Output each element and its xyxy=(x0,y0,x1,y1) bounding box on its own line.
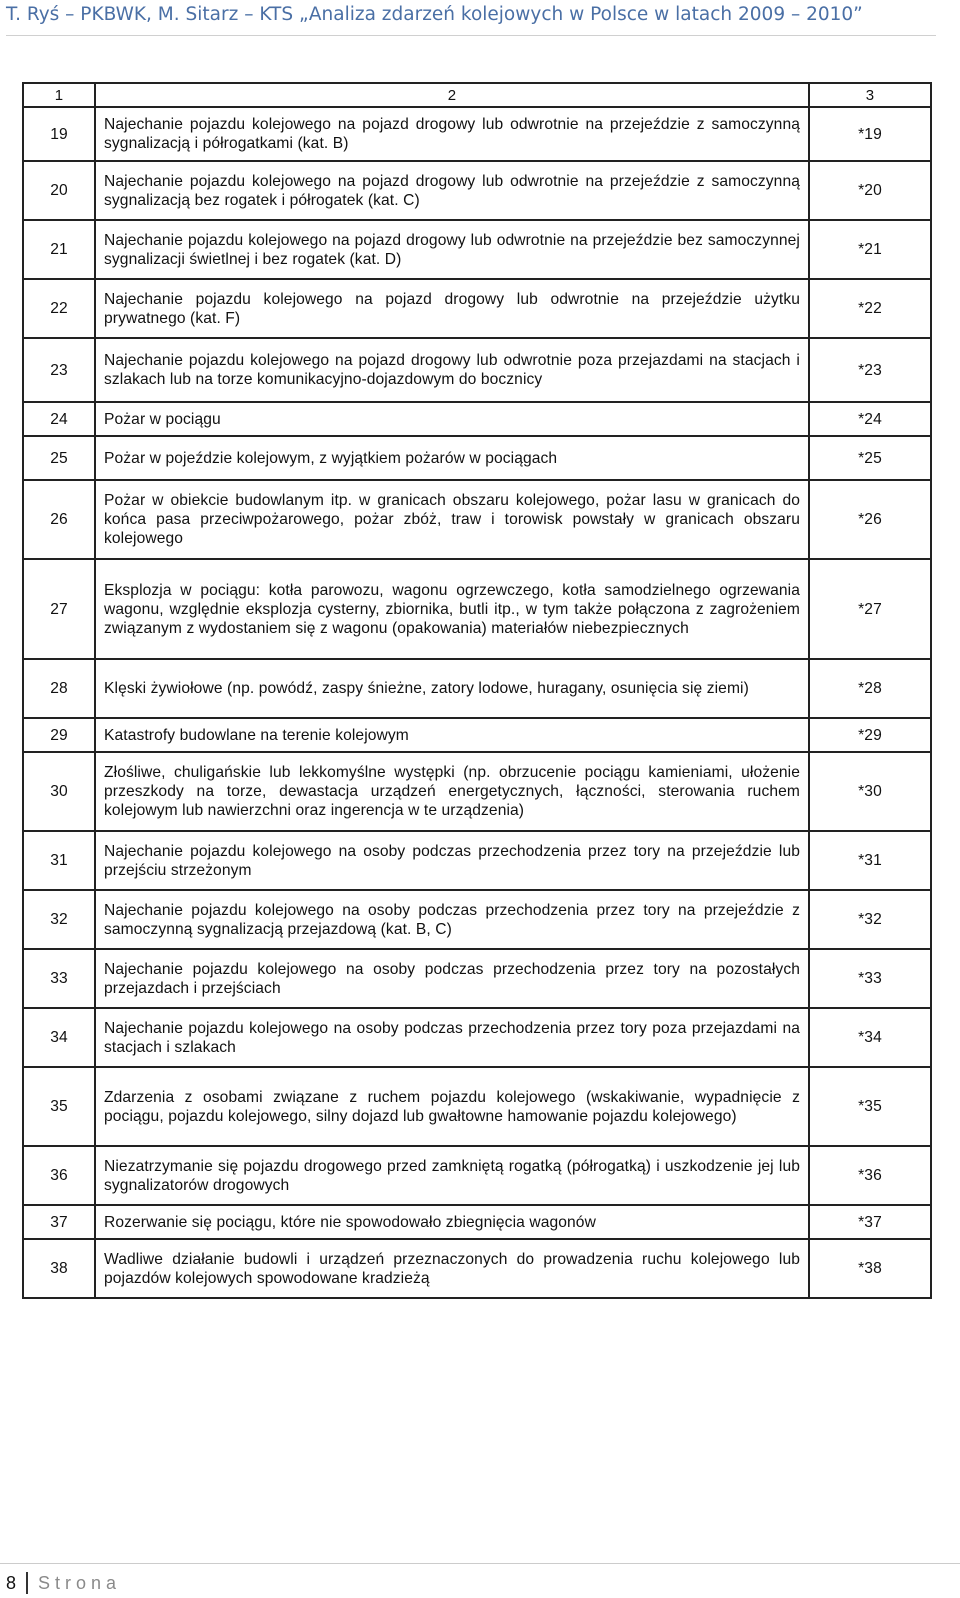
row-description: Najechanie pojazdu kolejowego na pojazd drogowy lub odwrotnie na przejeździe z samoczynną sygnalizacją bez rogatek i półrogatek (kat. C) xyxy=(95,161,809,220)
row-number: 25 xyxy=(23,436,95,480)
row-number: 19 xyxy=(23,107,95,161)
row-description: Złośliwe, chuligańskie lub lekkomyślne występki (np. obrzucenie pociągu kamieniami, ułożenie przeszkody na torze, dewastacja urządzeń energetycznych, łączności, sterowania ruchem kolejowym lub nawierzchni oraz ingerencja w te urządzenia) xyxy=(95,752,809,831)
page-header: T. Ryś – PKBWK, M. Sitarz – KTS „Analiza zdarzeń kolejowych w Polsce w latach 2009 – 2010” xyxy=(6,4,863,25)
column-header-2: 2 xyxy=(95,83,809,107)
row-code: *38 xyxy=(809,1239,931,1298)
row-number: 38 xyxy=(23,1239,95,1298)
table-row xyxy=(23,1205,931,1239)
row-number: 33 xyxy=(23,949,95,1008)
row-description: Najechanie pojazdu kolejowego na osoby podczas przechodzenia przez tory na przejeździe lub przejściu strzeżonym xyxy=(95,831,809,890)
table-row xyxy=(23,107,931,161)
table-row xyxy=(23,436,931,480)
table-row xyxy=(23,1146,931,1205)
row-number: 20 xyxy=(23,161,95,220)
row-code: *34 xyxy=(809,1008,931,1067)
row-number: 29 xyxy=(23,718,95,752)
row-code: *19 xyxy=(809,107,931,161)
row-number: 27 xyxy=(23,559,95,659)
row-description: Katastrofy budowlane na terenie kolejowym xyxy=(95,718,809,752)
row-description: Najechanie pojazdu kolejowego na pojazd drogowy lub odwrotnie na przejeździe bez samoczynnej sygnalizacji świetlnej i bez rogatek (kat. D) xyxy=(95,220,809,279)
row-description: Eksplozja w pociągu: kotła parowozu, wagonu ogrzewczego, kotła samodzielnego ogrzewania wagonu, względnie eksplozja cysterny, zbiornika, butli itp., w tym także połączona z zagrożeniem związanym z wydostaniem się z wagonu (opakowania) materiałów niebezpiecznych xyxy=(95,559,809,659)
row-code: *30 xyxy=(809,752,931,831)
row-code: *35 xyxy=(809,1067,931,1146)
row-number: 24 xyxy=(23,402,95,436)
row-code: *23 xyxy=(809,338,931,402)
table-row xyxy=(23,480,931,559)
row-number: 21 xyxy=(23,220,95,279)
row-number: 22 xyxy=(23,279,95,338)
row-description: Najechanie pojazdu kolejowego na pojazd drogowy lub odwrotnie na przejeździe z samoczynną sygnalizacją i półrogatkami (kat. B) xyxy=(95,107,809,161)
row-code: *29 xyxy=(809,718,931,752)
table-row xyxy=(23,718,931,752)
row-code: *36 xyxy=(809,1146,931,1205)
page-number: 8 xyxy=(6,1573,17,1593)
row-description: Pożar w pojeździe kolejowym, z wyjątkiem pożarów w pociągach xyxy=(95,436,809,480)
row-code: *22 xyxy=(809,279,931,338)
table-row xyxy=(23,161,931,220)
row-code: *31 xyxy=(809,831,931,890)
row-number: 23 xyxy=(23,338,95,402)
row-code: *21 xyxy=(809,220,931,279)
table-row xyxy=(23,949,931,1008)
row-description: Najechanie pojazdu kolejowego na pojazd drogowy lub odwrotnie poza przejazdami na stacjach i szlakach lub na torze komunikacyjno-dojazdowym do bocznicy xyxy=(95,338,809,402)
row-description: Niezatrzymanie się pojazdu drogowego przed zamkniętą rogatką (półrogatką) i uszkodzenie jej lub sygnalizatorów drogowych xyxy=(95,1146,809,1205)
row-description: Rozerwanie się pociągu, które nie spowodowało zbiegnięcia wagonów xyxy=(95,1205,809,1239)
footer-separator xyxy=(26,1572,28,1594)
table-row xyxy=(23,831,931,890)
page-footer xyxy=(0,1563,960,1598)
row-number: 32 xyxy=(23,890,95,949)
table-row xyxy=(23,402,931,436)
row-description: Klęski żywiołowe (np. powódź, zaspy śnieżne, zatory lodowe, huragany, osunięcia się ziemi) xyxy=(95,659,809,718)
row-number: 30 xyxy=(23,752,95,831)
row-number: 37 xyxy=(23,1205,95,1239)
table-row xyxy=(23,1067,931,1146)
row-code: *26 xyxy=(809,480,931,559)
row-number: 36 xyxy=(23,1146,95,1205)
row-number: 31 xyxy=(23,831,95,890)
table-row xyxy=(23,659,931,718)
row-code: *20 xyxy=(809,161,931,220)
row-number: 35 xyxy=(23,1067,95,1146)
row-description: Zdarzenia z osobami związane z ruchem pojazdu kolejowego (wskakiwanie, wypadnięcie z pociągu, pojazdu kolejowego, silny dojazd lub gwałtowne hamowanie pojazdu kolejowego) xyxy=(95,1067,809,1146)
row-number: 26 xyxy=(23,480,95,559)
table-header-row xyxy=(23,83,931,107)
row-code: *25 xyxy=(809,436,931,480)
page-word: Strona xyxy=(38,1573,122,1593)
table-row xyxy=(23,338,931,402)
row-description: Najechanie pojazdu kolejowego na osoby podczas przechodzenia przez tory na pozostałych przejazdach i przejściach xyxy=(95,949,809,1008)
row-number: 34 xyxy=(23,1008,95,1067)
table-row xyxy=(23,220,931,279)
row-code: *37 xyxy=(809,1205,931,1239)
row-description: Najechanie pojazdu kolejowego na osoby podczas przechodzenia przez tory poza przejazdami na stacjach i szlakach xyxy=(95,1008,809,1067)
events-table xyxy=(22,82,932,1299)
row-code: *24 xyxy=(809,402,931,436)
row-description: Pożar w obiekcie budowlanym itp. w granicach obszaru kolejowego, pożar lasu w granicach do końca pasa przeciwpożarowego, pożar zbóż, traw i torowisk powstały w granicach obszaru kolejowego xyxy=(95,480,809,559)
row-code: *33 xyxy=(809,949,931,1008)
column-header-1: 1 xyxy=(23,83,95,107)
row-description: Najechanie pojazdu kolejowego na osoby podczas przechodzenia przez tory na przejeździe z samoczynną sygnalizacją przejazdową (kat. B, C) xyxy=(95,890,809,949)
column-header-3: 3 xyxy=(809,83,931,107)
row-code: *28 xyxy=(809,659,931,718)
row-description: Najechanie pojazdu kolejowego na pojazd drogowy lub odwrotnie na przejeździe użytku prywatnego (kat. F) xyxy=(95,279,809,338)
table-row xyxy=(23,279,931,338)
row-description: Wadliwe działanie budowli i urządzeń przeznaczonych do prowadzenia ruchu kolejowego lub pojazdów kolejowych spowodowane kradzieżą xyxy=(95,1239,809,1298)
row-description: Pożar w pociągu xyxy=(95,402,809,436)
header-divider xyxy=(6,35,936,36)
table-row xyxy=(23,1239,931,1298)
table-row xyxy=(23,1008,931,1067)
table-row xyxy=(23,752,931,831)
row-code: *27 xyxy=(809,559,931,659)
table-row xyxy=(23,559,931,659)
row-number: 28 xyxy=(23,659,95,718)
table-row xyxy=(23,890,931,949)
row-code: *32 xyxy=(809,890,931,949)
